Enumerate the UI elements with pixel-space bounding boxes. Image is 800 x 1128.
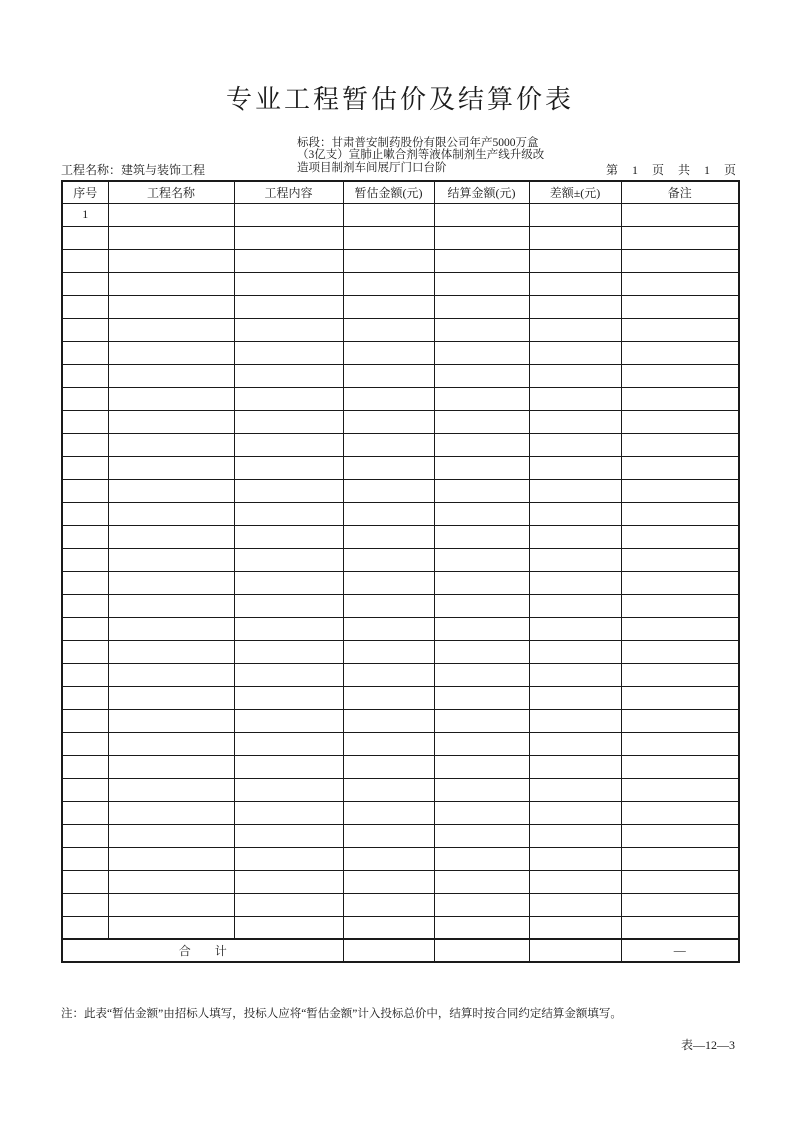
header-estimate-amount: 暂估金额(元) [343, 181, 434, 203]
table-cell [621, 318, 739, 341]
table-cell [234, 663, 343, 686]
table-cell [62, 272, 108, 295]
table-cell [434, 318, 529, 341]
project-name-label: 工程名称： [61, 163, 122, 177]
table-cell [343, 801, 434, 824]
table-cell [234, 916, 343, 939]
table-cell [343, 571, 434, 594]
table-cell [529, 594, 621, 617]
table-cell [62, 893, 108, 916]
table-cell [62, 640, 108, 663]
table-row [62, 249, 739, 272]
table-header [62, 181, 739, 203]
table-cell [234, 709, 343, 732]
table-row [62, 525, 739, 548]
total-estimate-amount [343, 939, 434, 962]
table-cell [108, 778, 234, 801]
table-cell [108, 732, 234, 755]
table-cell [434, 249, 529, 272]
table-cell [434, 755, 529, 778]
table-row [62, 433, 739, 456]
table-cell [108, 479, 234, 502]
table-cell [343, 341, 434, 364]
table-body [62, 203, 739, 939]
header-remarks: 备注 [621, 181, 739, 203]
table-cell [529, 548, 621, 571]
table-row [62, 663, 739, 686]
table-cell [343, 755, 434, 778]
table-cell [108, 272, 234, 295]
table-cell [343, 433, 434, 456]
table-row [62, 617, 739, 640]
table-cell [621, 272, 739, 295]
table-cell [234, 801, 343, 824]
table-cell [529, 226, 621, 249]
table-cell [621, 640, 739, 663]
table-cell [234, 525, 343, 548]
table-cell [529, 686, 621, 709]
table-cell [529, 479, 621, 502]
table-cell [62, 778, 108, 801]
table-cell [529, 203, 621, 226]
table-cell [234, 456, 343, 479]
table-cell [529, 801, 621, 824]
table-cell [234, 893, 343, 916]
table-cell [529, 663, 621, 686]
table-cell [621, 525, 739, 548]
table-cell [343, 893, 434, 916]
table-cell [621, 249, 739, 272]
table-cell [62, 502, 108, 525]
table-cell [621, 801, 739, 824]
table-cell [343, 203, 434, 226]
table-cell [621, 203, 739, 226]
table-cell [529, 709, 621, 732]
table-cell [108, 755, 234, 778]
bid-section-line-2: （3亿支）宣肺止嗽合剂等液体制剂生产线升级改 [297, 149, 545, 162]
table-cell [343, 640, 434, 663]
table-cell [108, 916, 234, 939]
table-cell [108, 387, 234, 410]
table-cell [234, 318, 343, 341]
table-row [62, 640, 739, 663]
table-cell [234, 870, 343, 893]
table-cell [343, 778, 434, 801]
table-cell [108, 341, 234, 364]
table-row [62, 801, 739, 824]
table-cell [234, 433, 343, 456]
table-row [62, 203, 739, 226]
table-cell [343, 548, 434, 571]
table-cell [434, 617, 529, 640]
table-cell [108, 364, 234, 387]
table-cell [234, 571, 343, 594]
total-difference [529, 939, 621, 962]
total-remark: — [621, 939, 739, 962]
table-cell [434, 732, 529, 755]
table-cell [434, 433, 529, 456]
table-cell [62, 571, 108, 594]
table-cell [343, 456, 434, 479]
table-cell [343, 226, 434, 249]
table-cell [62, 755, 108, 778]
table-cell [434, 893, 529, 916]
table-cell [621, 295, 739, 318]
table-cell [62, 594, 108, 617]
table-cell [621, 364, 739, 387]
table-cell [529, 249, 621, 272]
table-row [62, 870, 739, 893]
table-cell [62, 295, 108, 318]
table-cell [529, 456, 621, 479]
table-cell [234, 778, 343, 801]
table-cell [234, 617, 343, 640]
table-row [62, 318, 739, 341]
table-cell [621, 479, 739, 502]
table-cell [108, 456, 234, 479]
table-row [62, 847, 739, 870]
table-cell [343, 916, 434, 939]
table-cell [108, 824, 234, 847]
table-cell [108, 870, 234, 893]
table-cell [108, 893, 234, 916]
table-cell [621, 433, 739, 456]
table-row [62, 502, 739, 525]
table-row [62, 916, 739, 939]
header-difference: 差额±(元) [529, 181, 621, 203]
table-cell [434, 640, 529, 663]
table-cell [343, 525, 434, 548]
table-cell [621, 870, 739, 893]
table-cell [434, 272, 529, 295]
table-cell [529, 732, 621, 755]
table-row [62, 755, 739, 778]
header-serial-number: 序号 [62, 181, 108, 203]
table-cell [621, 663, 739, 686]
table-cell [343, 249, 434, 272]
total-settlement-amount [434, 939, 529, 962]
table-cell [621, 778, 739, 801]
table-cell [529, 893, 621, 916]
table-cell [434, 571, 529, 594]
table-cell [234, 686, 343, 709]
table-cell [529, 502, 621, 525]
table-row [62, 364, 739, 387]
table-row [62, 709, 739, 732]
table-cell [434, 410, 529, 433]
table-cell [108, 663, 234, 686]
table-cell [621, 548, 739, 571]
table-cell [343, 617, 434, 640]
table-cell [434, 686, 529, 709]
table-cell [621, 617, 739, 640]
table-cell [234, 364, 343, 387]
table-cell [234, 226, 343, 249]
table-cell [108, 525, 234, 548]
table-cell [62, 801, 108, 824]
table-cell [108, 594, 234, 617]
header-project-name: 工程名称 [108, 181, 234, 203]
table-cell [343, 686, 434, 709]
table-cell [434, 364, 529, 387]
table-cell [234, 295, 343, 318]
table-cell [62, 479, 108, 502]
table-cell [529, 525, 621, 548]
table-cell [529, 387, 621, 410]
estimate-settlement-table [61, 180, 740, 963]
table-cell [234, 203, 343, 226]
table-cell [529, 272, 621, 295]
table-cell [234, 387, 343, 410]
table-cell [434, 341, 529, 364]
table-cell [434, 801, 529, 824]
table-cell [343, 594, 434, 617]
table-cell [529, 640, 621, 663]
table-cell [434, 594, 529, 617]
table-cell [343, 272, 434, 295]
table-row [62, 410, 739, 433]
table-cell [62, 410, 108, 433]
table-row [62, 732, 739, 755]
page-counter: 第 1 页 共 1 页 [605, 163, 737, 177]
table-cell [529, 916, 621, 939]
table-cell [62, 249, 108, 272]
table-cell [108, 433, 234, 456]
total-label: 合 计 [62, 939, 343, 962]
table-cell [234, 824, 343, 847]
table-cell [108, 502, 234, 525]
table-cell [621, 226, 739, 249]
table-cell [621, 502, 739, 525]
table-row [62, 548, 739, 571]
table-cell [343, 732, 434, 755]
table-cell [62, 318, 108, 341]
table-row [62, 778, 739, 801]
table-cell [434, 479, 529, 502]
table-cell [108, 847, 234, 870]
table-cell [529, 617, 621, 640]
table-cell [529, 824, 621, 847]
table-cell [234, 272, 343, 295]
table-row [62, 479, 739, 502]
table-cell [529, 755, 621, 778]
table-cell [108, 801, 234, 824]
bid-section-line-1: 标段：甘肃普安制药股份有限公司年产5000万盒 [297, 137, 539, 149]
table-row [62, 295, 739, 318]
table-cell [621, 387, 739, 410]
table-cell [434, 870, 529, 893]
table-cell [234, 847, 343, 870]
table-cell [621, 410, 739, 433]
table-cell [108, 295, 234, 318]
table-cell [621, 916, 739, 939]
project-name-line [61, 161, 205, 178]
table-cell [62, 709, 108, 732]
table-cell [343, 824, 434, 847]
table-cell [343, 663, 434, 686]
table-cell [62, 364, 108, 387]
table-cell [529, 318, 621, 341]
table-cell [234, 640, 343, 663]
table-cell [434, 525, 529, 548]
bid-section [297, 137, 617, 174]
table-row [62, 341, 739, 364]
table-cell [343, 318, 434, 341]
table-cell [621, 732, 739, 755]
table-cell: 1 [62, 203, 108, 226]
table-cell [621, 686, 739, 709]
table-cell [62, 663, 108, 686]
table-row [62, 686, 739, 709]
footnote: 注：此表“暂估金额”由招标人填写，投标人应将“暂估金额”计入投标总价中，结算时按合同约定结算金额填写。 [61, 1008, 622, 1020]
table-cell [234, 548, 343, 571]
table-cell [343, 479, 434, 502]
table-cell [108, 226, 234, 249]
total-row [62, 939, 739, 962]
table-cell [434, 847, 529, 870]
table-cell [62, 525, 108, 548]
table-cell [108, 410, 234, 433]
table-cell [108, 203, 234, 226]
table-row [62, 456, 739, 479]
table-cell [343, 870, 434, 893]
table-cell [108, 249, 234, 272]
table-cell [62, 341, 108, 364]
table-cell [529, 778, 621, 801]
table-cell [343, 364, 434, 387]
table-cell [62, 686, 108, 709]
table-cell [434, 203, 529, 226]
table-cell [343, 847, 434, 870]
table-cell [108, 617, 234, 640]
table-cell [234, 341, 343, 364]
table-cell [621, 755, 739, 778]
table-cell [434, 916, 529, 939]
table-cell [434, 663, 529, 686]
table-cell [529, 295, 621, 318]
table-cell [621, 824, 739, 847]
table-row [62, 571, 739, 594]
table-cell [108, 640, 234, 663]
table-cell [62, 617, 108, 640]
table-row [62, 387, 739, 410]
table-row [62, 226, 739, 249]
table-cell [234, 479, 343, 502]
form-code: 表—12—3 [680, 1038, 735, 1052]
table-cell [343, 502, 434, 525]
table-cell [62, 387, 108, 410]
table-cell [234, 502, 343, 525]
table-cell [234, 410, 343, 433]
table-cell [434, 456, 529, 479]
table-cell [108, 709, 234, 732]
header-settlement-amount: 结算金额(元) [434, 181, 529, 203]
table-cell [62, 456, 108, 479]
header-row [62, 181, 739, 203]
table-cell [529, 364, 621, 387]
table-cell [621, 341, 739, 364]
table-cell [621, 571, 739, 594]
table-cell [234, 755, 343, 778]
table-cell [529, 410, 621, 433]
table-cell [434, 709, 529, 732]
table-cell [343, 709, 434, 732]
table-cell [434, 502, 529, 525]
header-project-content: 工程内容 [234, 181, 343, 203]
project-name-value: 建筑与装饰工程 [121, 163, 206, 177]
table-cell [434, 548, 529, 571]
table-cell [621, 893, 739, 916]
table-cell [621, 456, 739, 479]
table-cell [529, 571, 621, 594]
table-cell [108, 686, 234, 709]
table-cell [234, 732, 343, 755]
table-cell [108, 548, 234, 571]
table-row [62, 824, 739, 847]
table-cell [529, 341, 621, 364]
table-cell [434, 295, 529, 318]
table-cell [62, 870, 108, 893]
table-row [62, 893, 739, 916]
table-cell [529, 847, 621, 870]
table-cell [434, 824, 529, 847]
table-cell [434, 778, 529, 801]
table-cell [621, 709, 739, 732]
table-footer [62, 939, 739, 962]
table-cell [621, 594, 739, 617]
table-cell [529, 433, 621, 456]
table-row [62, 594, 739, 617]
table-cell [434, 226, 529, 249]
table-cell [343, 387, 434, 410]
table-cell [62, 824, 108, 847]
table-cell [529, 870, 621, 893]
table-cell [434, 387, 529, 410]
table-row [62, 272, 739, 295]
table-cell [62, 847, 108, 870]
table-cell [62, 916, 108, 939]
table-cell [234, 594, 343, 617]
bid-section-line-3: 造项目制剂车间展厅门口台阶 [297, 161, 447, 174]
table-cell [343, 295, 434, 318]
table-cell [62, 226, 108, 249]
table-cell [108, 571, 234, 594]
table-cell [621, 847, 739, 870]
table-cell [108, 318, 234, 341]
table-cell [62, 548, 108, 571]
table-cell [343, 410, 434, 433]
table-cell [62, 732, 108, 755]
page-title: 专业工程暂估价及结算价表 [225, 85, 574, 114]
table-cell [62, 433, 108, 456]
table-cell [234, 249, 343, 272]
